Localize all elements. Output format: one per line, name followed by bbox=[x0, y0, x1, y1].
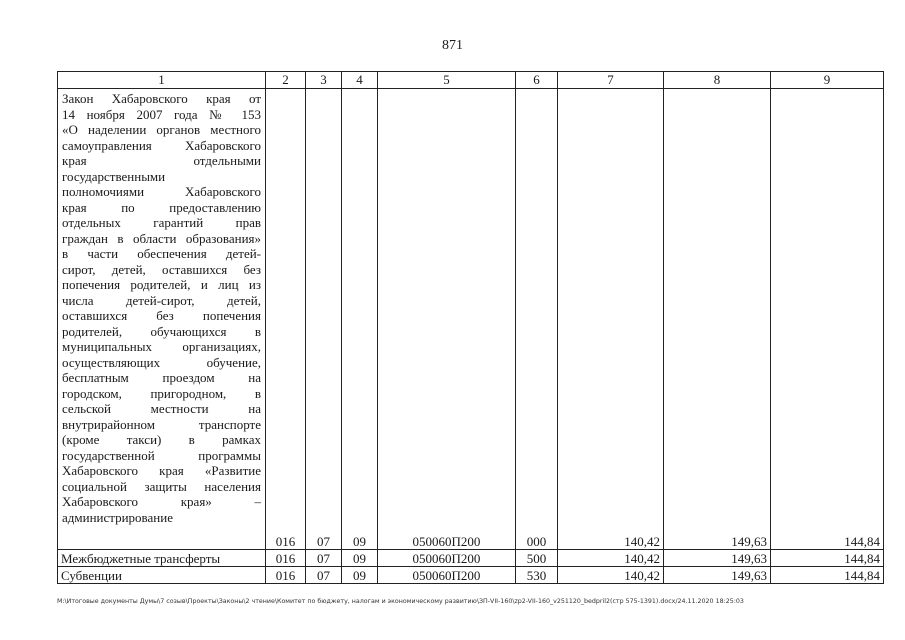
amount-col8-cell: 149,63 bbox=[664, 567, 771, 584]
description-line: сирот, детей, оставшихся без bbox=[62, 261, 261, 277]
amount-col9-cell: 144,84 bbox=[771, 550, 884, 567]
amount-col7-cell: 140,42 bbox=[558, 567, 664, 584]
section-code-cell: 07 bbox=[306, 550, 342, 567]
ministry-code-cell: 016 bbox=[266, 89, 306, 550]
description-line: Хабаровского края «Развитие bbox=[62, 463, 261, 478]
subsection-code-cell: 09 bbox=[342, 89, 378, 550]
description-line: граждан в области образования» bbox=[62, 230, 261, 246]
amount-col7-cell: 140,42 bbox=[558, 89, 664, 550]
amount-col7-cell: 140,42 bbox=[558, 550, 664, 567]
description-line: Хабаровского края» – bbox=[62, 494, 261, 509]
col-header-1: 1 bbox=[58, 72, 266, 89]
amount-col8-cell: 149,63 bbox=[664, 550, 771, 567]
expense-type-cell: 000 bbox=[516, 89, 558, 550]
target-article-cell: 050060П200 bbox=[378, 567, 516, 584]
description-line: в части обеспечения детей- bbox=[62, 246, 261, 261]
footer-file-path: M:\Итоговые документы Думы\7 созыв\Проекты\Законы\2 чтение\Комитет по бюджету, налогам и экономическому развитию\ЗП-VII-160\zp2-VII-160_v251120_bedpril2(стр 575-1391).docx/24.11.2020 18:25:03 bbox=[57, 598, 744, 605]
description-line: попечения родителей, и лиц из bbox=[62, 277, 261, 292]
subsection-code-cell: 09 bbox=[342, 567, 378, 584]
description-line: края по предоставлению bbox=[62, 199, 261, 215]
amount-col8-cell: 149,63 bbox=[664, 89, 771, 550]
table-row bbox=[58, 89, 884, 550]
description-line: края отдельными bbox=[62, 153, 261, 168]
description-line: полномочиями Хабаровского bbox=[62, 184, 261, 199]
col-header-7: 7 bbox=[558, 72, 664, 89]
description-line: Закон Хабаровского края от bbox=[62, 91, 261, 106]
description-line: числа детей-сирот, детей, bbox=[62, 292, 261, 308]
table-row bbox=[58, 550, 884, 567]
description-line: (кроме такси) в рамках bbox=[62, 432, 261, 447]
description-line: оставшихся без попечения bbox=[62, 308, 261, 323]
row-name-cell: Субвенции bbox=[58, 567, 266, 584]
col-header-5: 5 bbox=[378, 72, 516, 89]
col-header-2: 2 bbox=[266, 72, 306, 89]
expense-type-cell: 530 bbox=[516, 567, 558, 584]
col-header-8: 8 bbox=[664, 72, 771, 89]
description-line: «О наделении органов местного bbox=[62, 122, 261, 137]
law-description-cell bbox=[58, 89, 266, 550]
ministry-code-cell: 016 bbox=[266, 550, 306, 567]
description-line: администрирование bbox=[62, 509, 173, 525]
amount-col9-cell: 144,84 bbox=[771, 567, 884, 584]
description-line: муниципальных организациях, bbox=[62, 339, 261, 354]
description-line: городском, пригородном, в bbox=[62, 385, 261, 401]
description-line: отдельных гарантий прав bbox=[62, 215, 261, 230]
section-code-cell: 07 bbox=[306, 89, 342, 550]
description-line: бесплатным проездом на bbox=[62, 370, 261, 385]
description-line: внутрирайонном транспорте bbox=[62, 416, 261, 432]
description-line: государственной программы bbox=[62, 447, 261, 463]
description-line: сельской местности на bbox=[62, 401, 261, 416]
description-line: осуществляющих обучение, bbox=[62, 354, 261, 370]
header-row bbox=[58, 72, 884, 89]
target-article-cell: 050060П200 bbox=[378, 89, 516, 550]
amount-col9-cell: 144,84 bbox=[771, 89, 884, 550]
ministry-code-cell: 016 bbox=[266, 567, 306, 584]
col-header-9: 9 bbox=[771, 72, 884, 89]
table-row bbox=[58, 567, 884, 584]
description-line: родителей, обучающихся в bbox=[62, 323, 261, 339]
row-name-cell: Межбюджетные трансферты bbox=[58, 550, 266, 567]
description-line: 14 ноября 2007 года № 153 bbox=[62, 106, 261, 122]
target-article-cell: 050060П200 bbox=[378, 550, 516, 567]
section-code-cell: 07 bbox=[306, 567, 342, 584]
description-line: социальной защиты населения bbox=[62, 478, 261, 494]
description-line: самоуправления Хабаровского bbox=[62, 137, 261, 153]
page-number: 871 bbox=[442, 38, 463, 53]
expense-type-cell: 500 bbox=[516, 550, 558, 567]
budget-table bbox=[57, 71, 884, 584]
description-line: государственными bbox=[62, 168, 166, 184]
col-header-4: 4 bbox=[342, 72, 378, 89]
col-header-6: 6 bbox=[516, 72, 558, 89]
col-header-3: 3 bbox=[306, 72, 342, 89]
subsection-code-cell: 09 bbox=[342, 550, 378, 567]
